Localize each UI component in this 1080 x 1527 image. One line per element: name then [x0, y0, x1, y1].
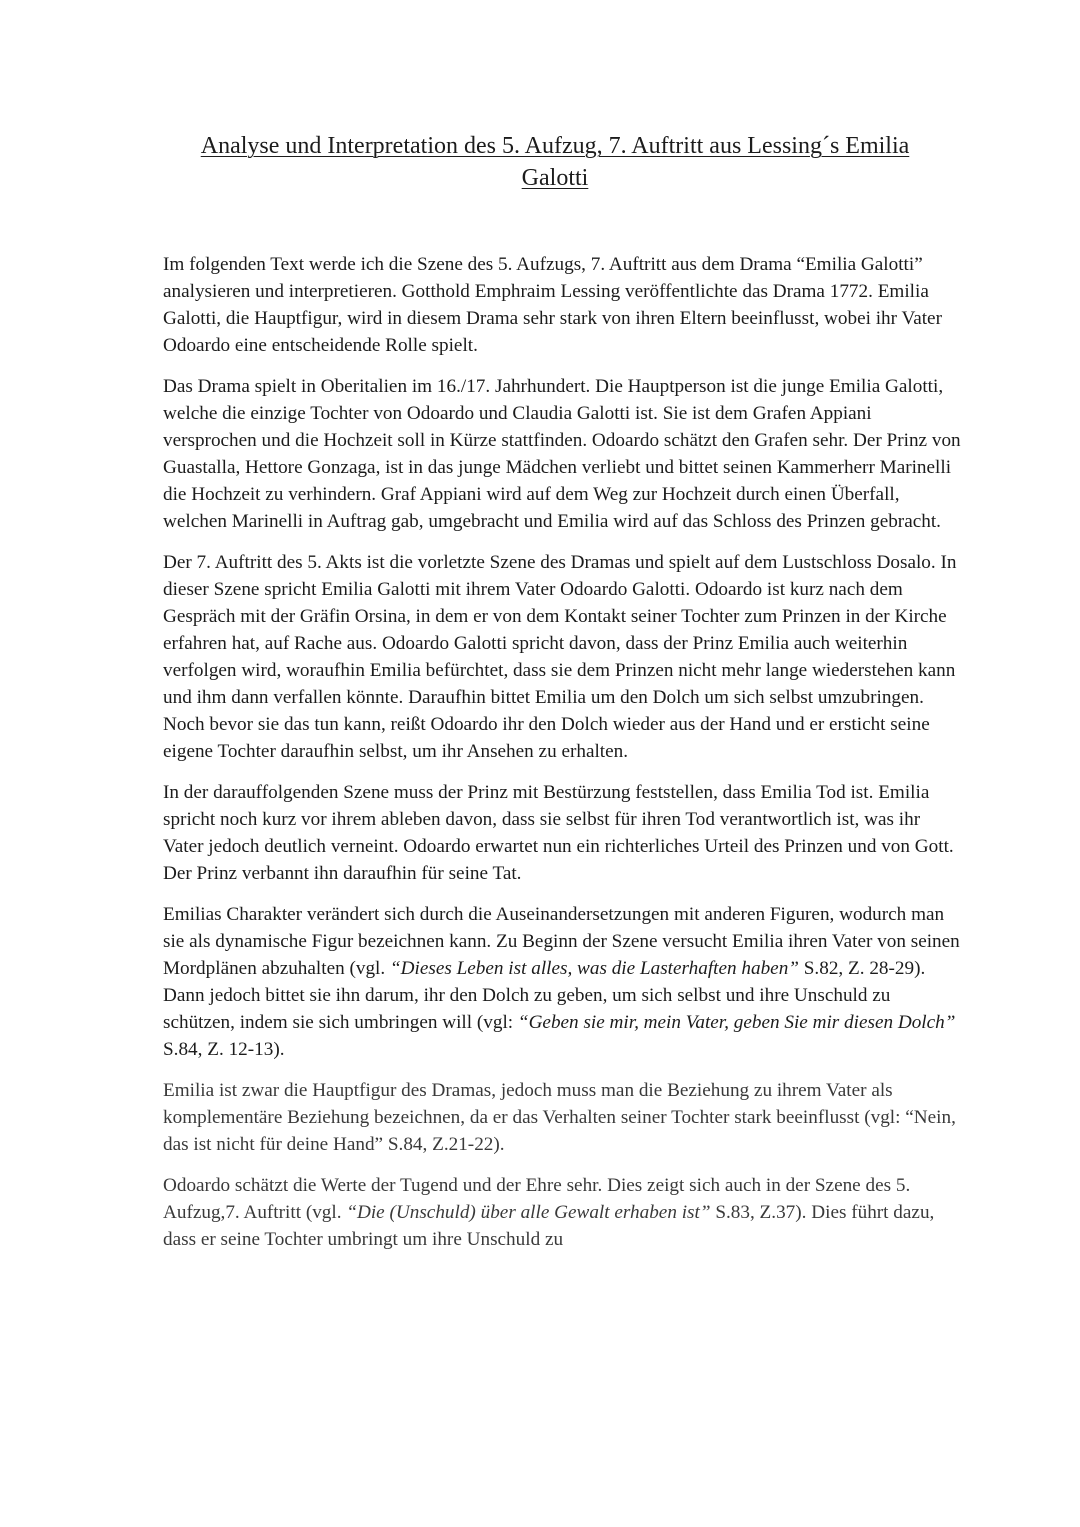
text-segment: Odoardo schätzt die Werte der Tugend und der Ehre sehr. Dies zeigt sich auch in der Szene des 5. Aufzug,7. Auftritt (vgl. [163, 1175, 911, 1223]
paragraph-emilia-character [163, 901, 963, 1063]
title-line-1: Analyse und Interpretation des 5. Aufzug, 7. Auftritt aus Lessing´s Emilia [200, 133, 910, 159]
paragraph-following-scene: In der darauffolgenden Szene muss der Prinz mit Bestürzung feststellen, dass Emilia Tod ist. Emilia spricht noch kurz vor ihrem ableben davon, dass sie selbst für ihren Tod verantwortlich ist, was ihr Vater jedoch deutlich verneint. Odoardo erwartet nun ein richterliches Urteil des Prinzen und von Gott. Der Prinz verbannt ihn daraufhin für seine Tat. [163, 782, 954, 884]
text-segment: S.82, Z. 28-29). Dann jedoch bittet sie ihn darum, ihr den Dolch zu geben, um sich selbst und ihre Unschuld zu schützen, indem sie sich umbringen will (vgl: [163, 958, 926, 1033]
title-line-2: Galotti [521, 165, 589, 191]
paragraph-introduction: Im folgenden Text werde ich die Szene des 5. Aufzugs, 7. Auftritt aus dem Drama “Emilia Galotti” analysieren und interpretieren. Gotthold Emphraim Lessing veröffentlichte das Drama 1772. Emilia Galotti, die Hauptfigur, wird in diesem Drama sehr stark von ihren Eltern beeinflusst, wobei ihr Vater Odoardo eine entscheidende Rolle spielt. [163, 254, 942, 356]
text-segment: Emilias Charakter verändert sich durch die Auseinandersetzungen mit anderen Figuren, wodurch man sie als dynamische Figur bezeichnen kann. Zu Beginn der Szene versucht Emilia ihren Vater von seinen Mordplänen abzuhalten (vgl. [163, 904, 960, 979]
text-segment: S.84, Z. 12-13). [163, 1039, 285, 1060]
text-segment: S.83, Z.37). Dies führt dazu, dass er seine Tochter umbringt um ihre Unschuld zu [163, 1202, 935, 1250]
document-title [160, 130, 950, 194]
quote-segment: “Die (Unschuld) über alle Gewalt erhaben ist” [346, 1202, 711, 1223]
paragraph-father-relationship: Emilia ist zwar die Hauptfigur des Dramas, jedoch muss man die Beziehung zu ihrem Vater als komplementäre Beziehung bezeichnen, da er das Verhalten seiner Tochter stark beeinflusst (vgl: “Nein, das ist nicht für deine Hand” S.84, Z.21-22). [163, 1080, 956, 1155]
paragraph-plot-summary: Das Drama spielt in Oberitalien im 16./17. Jahrhundert. Die Hauptperson ist die junge Emilia Galotti, welche die einzige Tochter von Odoardo und Claudia Galotti ist. Sie ist dem Grafen Appiani versprochen und die Hochzeit soll in Kürze stattfinden. Odoardo schätzt den Grafen sehr. Der Prinz von Guastalla, Hettore Gonzaga, ist in das junge Mädchen verliebt und bittet seinen Kammerherr Marinelli die Hochzeit zu verhindern. Graf Appiani wird auf dem Weg zur Hochzeit durch einen Überfall, welchen Marinelli in Auftrag gab, umgebracht und Emilia wird auf das Schloss des Prinzen gebracht. [163, 376, 961, 532]
paragraph-scene-content: Der 7. Auftritt des 5. Akts ist die vorletzte Szene des Dramas und spielt auf dem Lustschloss Dosalo. In dieser Szene spricht Emilia Galotti mit ihrem Vater Odoardo Galotti. Odoardo ist kurz nach dem Gespräch mit der Gräfin Orsina, in dem er von dem Kontakt seiner Tochter zum Prinzen in der Kirche erfahren hat, auf Rache aus. Odoardo Galotti spricht davon, dass der Prinz Emilia auch weiterhin verfolgen wird, woraufhin Emilia befürchtet, dass sie dem Prinzen nicht mehr lange wiederstehen kann und ihm dann verfallen könnte. Daraufhin bittet Emilia um den Dolch um sich selbst umzubringen. Noch bevor sie das tun kann, reißt Odoardo ihr den Dolch wieder aus der Hand und er ersticht seine eigene Tochter daraufhin selbst, um ihr Ansehen zu erhalten. [163, 552, 957, 762]
quote-segment: “Dieses Leben ist alles, was die Lasterhaften haben” [389, 958, 799, 979]
paragraph-odoardo-values [163, 1172, 963, 1253]
document-body [163, 251, 963, 1267]
quote-segment: “Geben sie mir, mein Vater, geben Sie mir diesen Dolch” [517, 1012, 956, 1033]
